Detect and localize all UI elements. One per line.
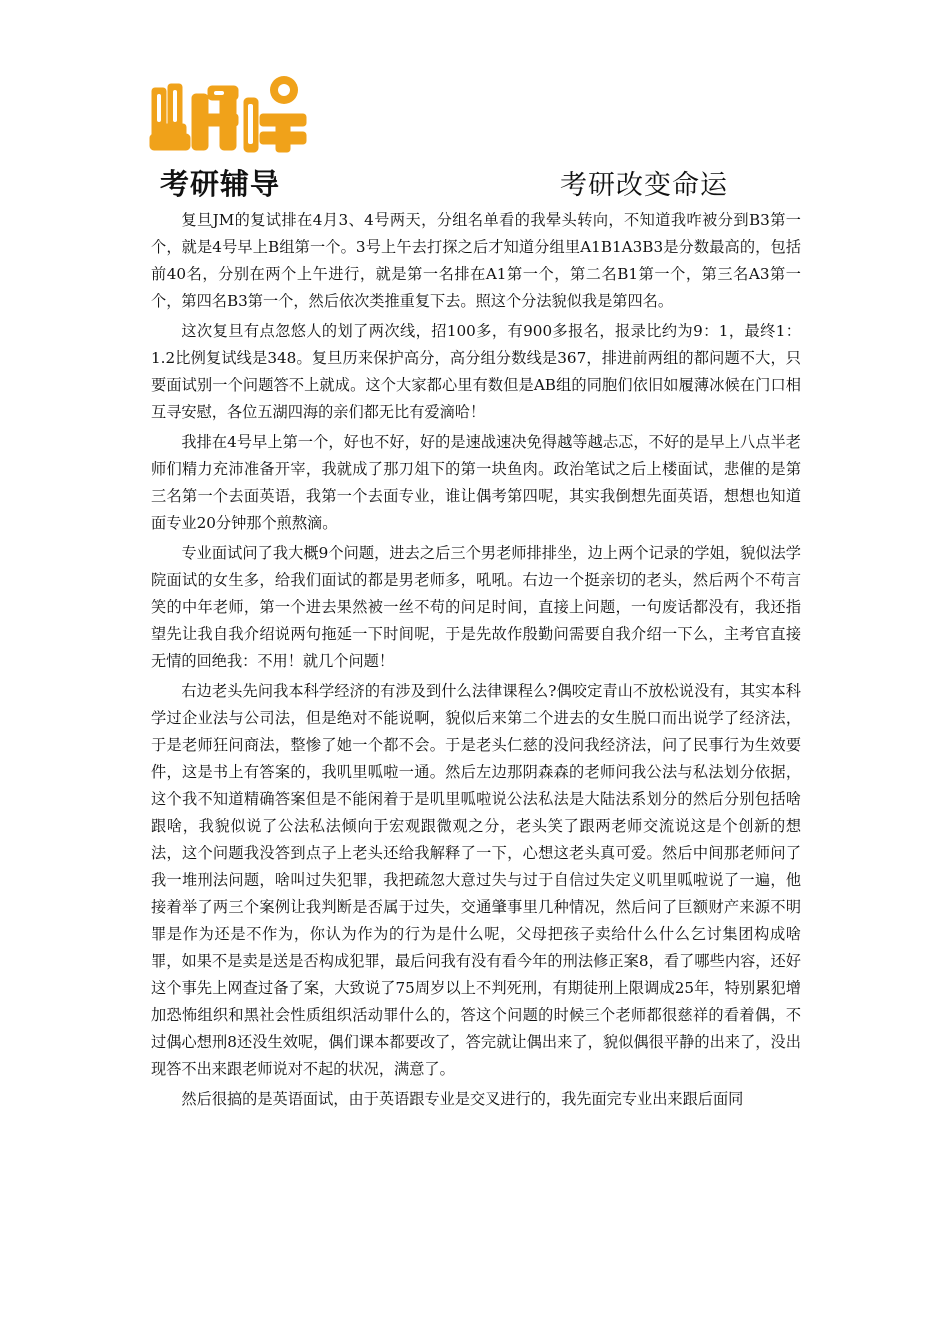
brand-logo	[148, 74, 308, 202]
paragraph: 右边老头先问我本科学经济的有涉及到什么法律课程么?偶咬定青山不放松说没有，其实本科学过企业法与公司法，但是绝对不能说啊，貌似后来第二个进去的女生脱口而出说学了经济法，于是老师狂问商法，整惨了她一个都不会。于是老头仁慈的没问我经济法，问了民事行为生效要件，这是书上有答案的，我叽里呱啦一通。然后左边那阴森森的老师问我公法与私法划分依据，这个我不知道精确答案但是不能闲着于是叽里呱啦说公法私法是大陆法系划分的然后分别包括啥跟啥，我貌似说了公法私法倾向于宏观跟微观之分，老头笑了跟两老师交流说这是个创新的想法，这个问题我没答到点子上老头还给我解释了一下，心想这老头真可爱。然后中间那老师问了我一堆刑法问题，啥叫过失犯罪，我把疏忽大意过失与过于自信过失定义叽里呱啦说了一遍，他接着举了两三个案例让我判断是否属于过失，交通肇事里几种情况，然后问了巨额财产来源不明罪是作为还是不作为，你认为作为的行为是什么呢，父母把孩子卖给什么什么乞讨集团构成啥罪，如果不是卖是送是否构成犯罪，最后问我有没有看今年的刑法修正案8，看了哪些内容，还好这个事先上网查过备了案，大致说了75周岁以上不判死刑，有期徒刑上限调成25年，特别累犯增加恐怖组织和黑社会性质组织活动罪什么的，答这个问题的时候三个老师都很慈祥的看着偶，不过偶心想刑8还没生效呢，偶们课本都要改了，答完就让偶出来了，貌似偶很平静的出来了，没出现答不出来跟老师说对不起的状况，满意了。	[151, 682, 801, 1078]
paragraph: 我排在4号早上第一个，好也不好，好的是速战速决免得越等越忐忑，不好的是早上八点半老师们精力充沛准备开宰，我就成了那刀俎下的第一块鱼肉。政治笔试之后上楼面试，悲催的是第三名第一个去面英语，我第一个去面专业，谁让偶考第四呢，其实我倒想先面英语，想想也知道面专业20分钟那个煎熬滴。	[151, 433, 801, 532]
logo-subtitle: 考研辅导	[160, 167, 281, 201]
paragraph: 复旦JM的复试排在4月3、4号两天，分组名单看的我晕头转向，不知道我咋被分到B3第一个，就是4号早上B组第一个。3号上午去打探之后才知道分组里A1B1A3B3是分数最高的，包括前40名，分别在两个上午进行，就是第一名排在A1第一个，第二名B1第一个，第三名A3第一个，第四名B3第一个，然后依次类推重复下去。照这个分法貌似我是第四名。	[151, 211, 801, 310]
kaicheng-logo-mark	[148, 74, 308, 162]
paragraph: 这次复旦有点忽悠人的划了两次线，招100多，有900多报名，报录比约为9：1，最终1：1.2比例复试线是348。复旦历来保护高分，高分组分数线是367，排进前两组的都问题不大，只要面试别一个问题答不上就成。这个大家都心里有数但是AB组的同胞们依旧如履薄冰候在门口相互寻安慰，各位五湖四海的亲们都无比有爱滴哈！	[151, 322, 801, 421]
article-body	[151, 207, 801, 1116]
paragraph: 然后很搞的是英语面试，由于英语跟专业是交叉进行的，我先面完专业出来跟后面同	[181, 1090, 744, 1108]
page-title: 考研改变命运	[560, 170, 728, 201]
paragraph: 专业面试问了我大概9个问题，进去之后三个男老师排排坐，边上两个记录的学姐，貌似法学院面试的女生多，给我们面试的都是男老师多，吼吼。右边一个挺亲切的老头，然后两个不苟言笑的中年老师，第一个进去果然被一丝不苟的问足时间，直接上问题，一句废话都没有，我还指望先让我自我介绍说两句拖延一下时间呢，于是先故作殷勤问需要自我介绍一下么，主考官直接无情的回绝我：不用！就几个问题！	[151, 544, 801, 670]
